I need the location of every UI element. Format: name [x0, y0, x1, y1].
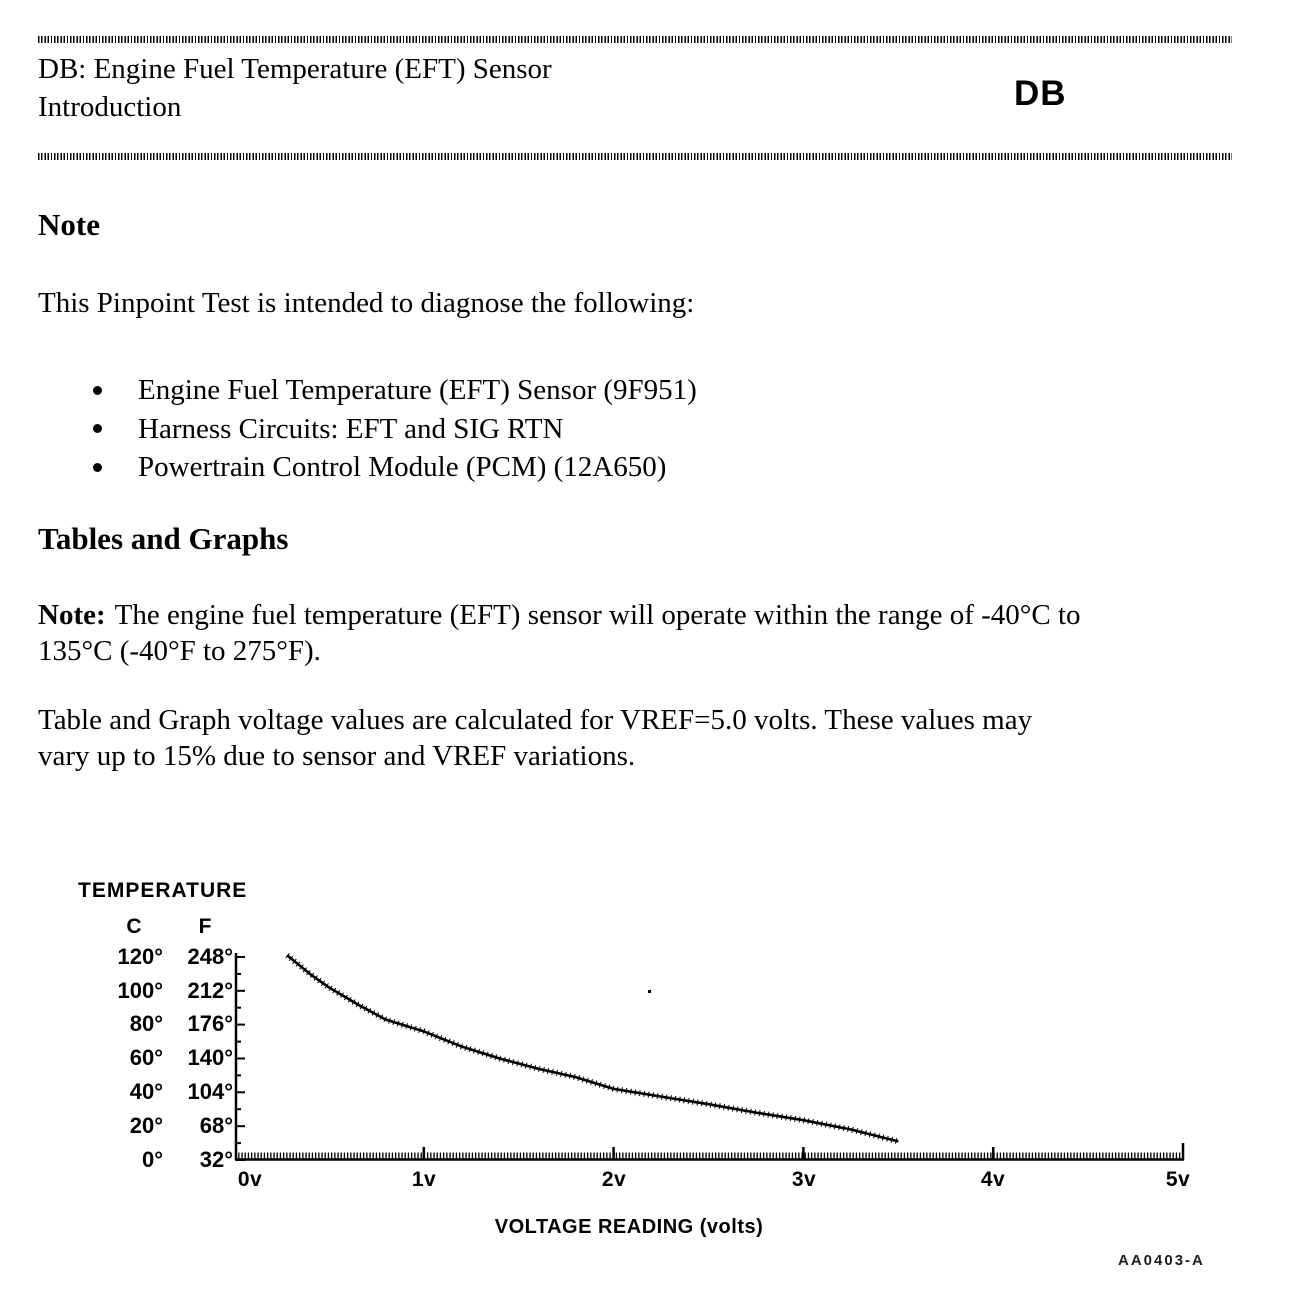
vref-note-line1: Table and Graph voltage values are calculated for VREF=5.0 volts. These values may [38, 704, 1033, 736]
x-tick-4v: 4v [980, 1168, 1006, 1191]
vref-note-line2: vary up to 15% due to sensor and VREF variations. [38, 740, 636, 772]
y-axis-ticks [236, 957, 245, 1160]
page-title [38, 50, 552, 126]
scale-row [99, 1041, 241, 1075]
x-tick-2v: 2v [601, 1168, 627, 1191]
scale-row [99, 1075, 241, 1109]
x-tick-3v: 3v [791, 1168, 817, 1191]
bullet-icon [93, 386, 102, 395]
list-item-text: Powertrain Control Module (PCM) (12A650) [138, 451, 667, 483]
eft-curve-fuzz [287, 955, 898, 1141]
fahrenheit-header: F [198, 915, 212, 938]
fahrenheit-value: 32° [199, 1146, 233, 1172]
range-note-line2: 135°C (-40°F to 275°F). [38, 635, 321, 667]
figure-code: AA0403-A [1118, 1252, 1205, 1269]
temperature-scale [99, 940, 241, 1177]
celsius-value: 60° [129, 1045, 163, 1071]
celsius-value: 100° [117, 977, 163, 1003]
x-axis-title: VOLTAGE READING (volts) [494, 1216, 764, 1238]
chart-title: TEMPERATURE [78, 879, 248, 902]
fahrenheit-value: 176° [187, 1011, 233, 1037]
celsius-value: 80° [129, 1011, 163, 1037]
list-item [38, 448, 697, 487]
list-item-text: Harness Circuits: EFT and SIG RTN [138, 412, 564, 445]
section-code: DB [1014, 74, 1067, 113]
celsius-value: 40° [129, 1079, 163, 1105]
scan-noise-dot [648, 990, 651, 993]
x-axis-ticks [424, 1143, 1183, 1160]
diagnosis-list [38, 371, 697, 487]
vref-note [38, 702, 1218, 774]
fahrenheit-value: 248° [187, 943, 233, 969]
celsius-value: 120° [117, 943, 163, 969]
note-intro: This Pinpoint Test is intended to diagnose the following: [38, 287, 695, 319]
list-item [38, 371, 697, 410]
range-note [38, 597, 1278, 669]
celsius-header: C [126, 915, 142, 938]
scale-row [99, 1008, 241, 1042]
x-tick-1v: 1v [411, 1168, 437, 1191]
eft-graph-svg [234, 949, 1186, 1163]
celsius-value: 0° [141, 1146, 163, 1172]
scale-row [99, 1143, 241, 1177]
eft-curve [287, 955, 898, 1141]
scale-row [99, 940, 241, 974]
fahrenheit-value: 212° [187, 977, 233, 1003]
list-item [38, 410, 697, 449]
temperature-scale-header [99, 915, 241, 939]
x-tick-5v: 5v [1165, 1168, 1191, 1191]
note-heading: Note [38, 207, 100, 242]
page-title-line2: Introduction [38, 91, 182, 123]
range-note-line1: The engine fuel temperature (EFT) sensor will operate within the range of -40°C to [114, 599, 1081, 631]
fahrenheit-value: 140° [187, 1045, 233, 1071]
range-note-label: Note: [38, 599, 106, 631]
tables-graphs-heading: Tables and Graphs [38, 521, 289, 556]
scale-row [99, 1109, 241, 1143]
list-item-text: Engine Fuel Temperature (EFT) Sensor (9F951) [138, 374, 697, 406]
x-tick-0v: 0v [237, 1168, 263, 1191]
header-divider-bottom [38, 153, 1232, 160]
bullet-icon [93, 463, 102, 472]
fahrenheit-value: 104° [187, 1079, 233, 1105]
fahrenheit-value: 68° [199, 1112, 233, 1138]
page-title-line1: DB: Engine Fuel Temperature (EFT) Sensor [38, 53, 552, 85]
scale-row [99, 974, 241, 1008]
celsius-value: 20° [129, 1112, 163, 1138]
header-divider-top [38, 36, 1232, 43]
bullet-icon [93, 424, 102, 433]
